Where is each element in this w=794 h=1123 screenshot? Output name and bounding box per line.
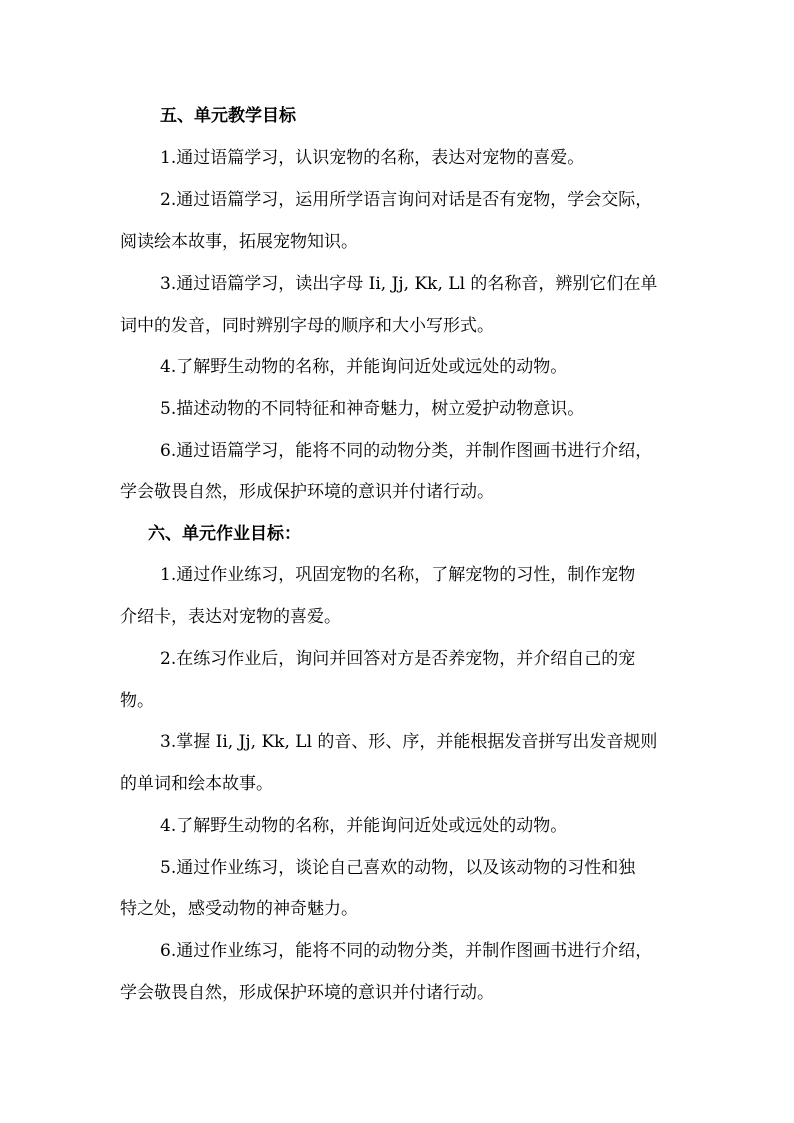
section-6-item-3-line-2: 的单词和绘本故事。 bbox=[120, 774, 273, 794]
section-5-item-5: 5.描述动物的不同特征和神奇魅力，树立爱护动物意识。 bbox=[160, 399, 585, 419]
section-5-item-2-line-2: 阅读绘本故事，拓展宠物知识。 bbox=[120, 232, 358, 252]
section-6-item-2-line-1: 2.在练习作业后，询问并回答对方是否养宠物，并介绍自己的宠 bbox=[160, 649, 636, 669]
section-5-item-3-line-1: 3.通过语篇学习，读出字母 Ii, Jj, Kk, Ll 的名称音，辨别它们在单 bbox=[160, 274, 658, 294]
section-5-item-2-line-1: 2.通过语篇学习，运用所学语言询问对话是否有宠物，学会交际， bbox=[160, 190, 653, 210]
section-6-item-1-line-1: 1.通过作业练习，巩固宠物的名称，了解宠物的习性，制作宠物 bbox=[160, 565, 636, 585]
section-6-item-6-line-1: 6.通过作业练习，能将不同的动物分类，并制作图画书进行介绍， bbox=[160, 941, 653, 961]
section-6-item-5-line-1: 5.通过作业练习，谈论自己喜欢的动物，以及该动物的习性和独 bbox=[160, 858, 636, 878]
section-5-item-3-line-2: 词中的发音，同时辨别字母的顺序和大小写形式。 bbox=[120, 316, 494, 336]
section-5-item-1: 1.通过语篇学习，认识宠物的名称，表达对宠物的喜爱。 bbox=[160, 148, 585, 168]
section-5-item-6-line-2: 学会敬畏自然，形成保护环境的意识并付诸行动。 bbox=[120, 482, 494, 502]
section-6-heading: 六、单元作业目标： bbox=[148, 524, 301, 544]
section-5-heading: 五、单元教学目标 bbox=[160, 106, 296, 126]
section-6-item-6-line-2: 学会敬畏自然，形成保护环境的意识并付诸行动。 bbox=[120, 983, 494, 1003]
section-5-item-6-line-1: 6.通过语篇学习，能将不同的动物分类，并制作图画书进行介绍， bbox=[160, 441, 653, 461]
section-5-item-4: 4.了解野生动物的名称，并能询问近处或远处的动物。 bbox=[160, 357, 568, 377]
section-6-item-4: 4.了解野生动物的名称，并能询问近处或远处的动物。 bbox=[160, 816, 568, 836]
section-6-item-5-line-2: 特之处，感受动物的神奇魅力。 bbox=[120, 899, 358, 919]
section-6-item-3-line-1: 3.掌握 Ii, Jj, Kk, Ll 的音、形、序，并能根据发音拼写出发音规则 bbox=[160, 732, 658, 752]
section-6-item-1-line-2: 介绍卡，表达对宠物的喜爱。 bbox=[120, 607, 341, 627]
section-6-item-2-line-2: 物。 bbox=[120, 691, 154, 711]
